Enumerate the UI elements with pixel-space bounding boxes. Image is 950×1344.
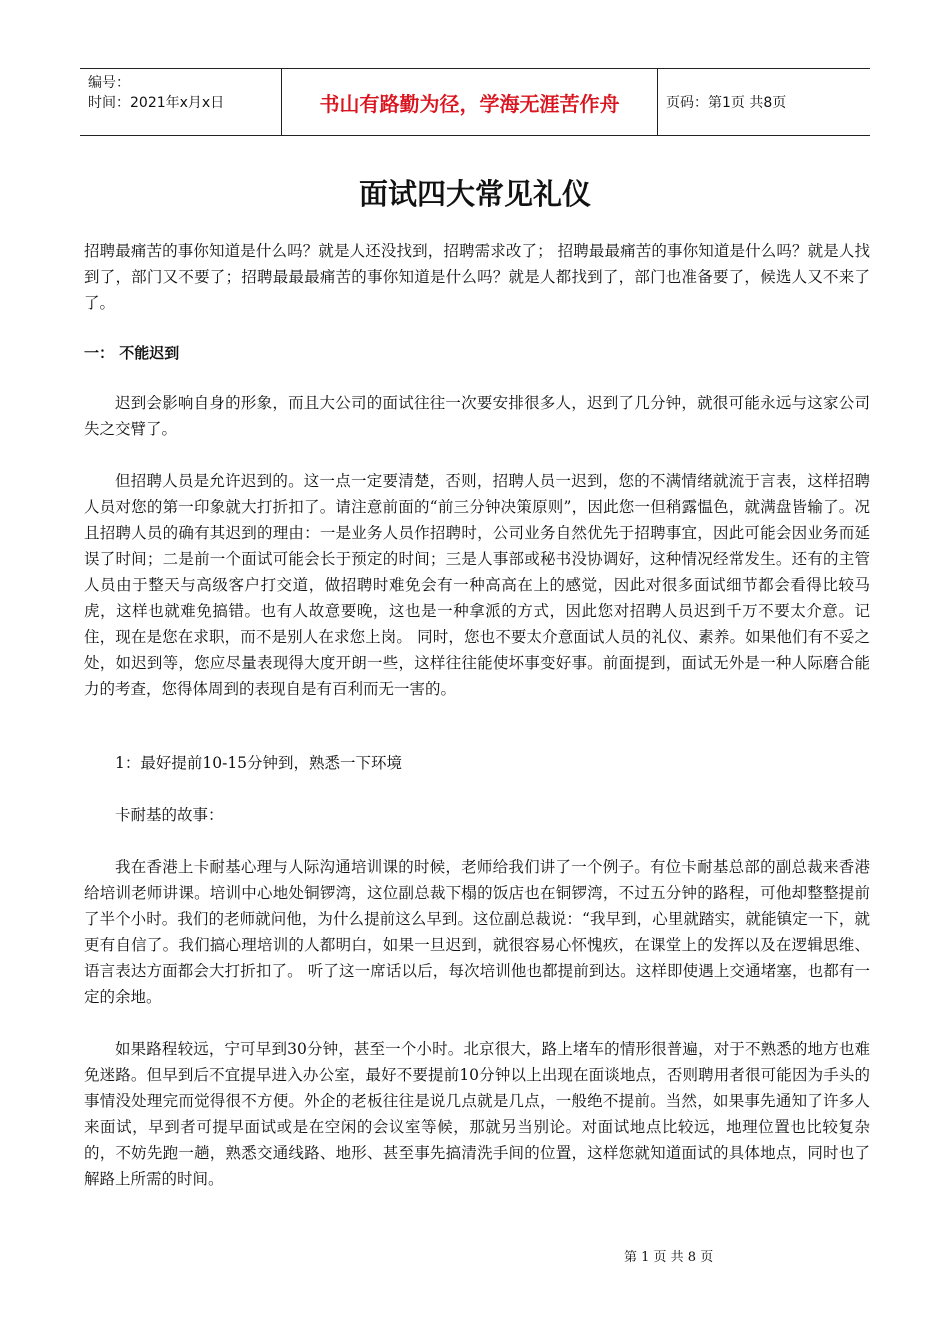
time-label: 时间：2021年x月x日: [88, 95, 225, 111]
paragraph: 我在香港上卡耐基心理与人际沟通培训课的时候，老师给我们讲了一个例子。有位卡耐基总部的副总裁来香港给培训老师讲课。培训中心地处铜锣湾，这位副总裁下榻的饭店也在铜锣湾，不过五分钟的路程，可他却整整提前了半个小时。我们的老师就问他，为什么提前这么早到。这位副总裁说：“我早到，心里就踏实，就能镇定一下，就更有自信了。我们搞心理培训的人都明白，如果一旦迟到，就很容易心怀愧疚，在课堂上的发挥以及在逻辑思维、语言表达方面都会大打折扣了。 听了这一席话以后，每次培训他也都提前到达。这样即使遇上交通堵塞，也都有一定的余地。: [84, 858, 870, 1006]
paragraph: 如果路程较远，宁可早到30分钟，甚至一个小时。北京很大，路上堵车的情形很普遍，对于不熟悉的地方也难免迷路。但早到后不宜提早进入办公室，最好不要提前10分钟以上出现在面谈地点，否则聘用者很可能因为手头的事情没处理完而觉得很不方便。外企的老板往往是说几点就是几点，一般绝不提前。当然，如果事先通知了许多人来面试，早到者可提早面试或是在空闲的会议室等候，那就另当别论。对面试地点比较远，地理位置也比较复杂的，不妨先跑一趟，熟悉交通线路、地形、甚至事先搞清洗手间的位置，这样您就知道面试的具体地点，同时也了解路上所需的时间。: [84, 1040, 870, 1188]
document-body: [84, 238, 870, 1192]
header-meta: [80, 69, 282, 135]
number-label: 编号：: [88, 75, 130, 91]
header-page-info: 页码：第1页 共8页: [666, 95, 787, 111]
paragraph: 但招聘人员是允许迟到的。这一点一定要清楚，否则，招聘人员一迟到，您的不满情绪就流于言表，这样招聘人员对您的第一印象就大打折扣了。请注意前面的“前三分钟决策原则”，因此您一但稍露愠色，就满盘皆输了。况且招聘人员的确有其迟到的理由：一是业务人员作招聘时，公司业务自然优先于招聘事宜，因此可能会因业务而延误了时间；二是前一个面试可能会长于预定的时间；三是人事部或秘书没协调好，这种情况经常发生。还有的主管人员由于整天与高级客户打交道，做招聘时难免会有一种高高在上的感觉，因此对很多面试细节都会看得比较马虎，这样也就难免搞错。也有人故意要晚，这也是一种拿派的方式，因此您对招聘人员迟到千万不要太介意。记住，现在是您在求职，而不是别人在求您上岗。 同时，您也不要太介意面试人员的礼仪、素养。如果他们有不妥之处，如迟到等，您应尽量表现得大度开朗一些，这样往往能使坏事变好事。前面提到，面试无外是一种人际磨合能力的考查，您得体周到的表现自是有百利而无一害的。: [84, 472, 870, 698]
subheading: 1：最好提前10-15分钟到，熟悉一下环境: [115, 754, 403, 772]
page-title: 面试四大常见礼仪: [358, 177, 591, 211]
section-heading: 一： 不能迟到: [84, 344, 180, 362]
subheading: 卡耐基的故事：: [115, 806, 224, 824]
paragraph: 迟到会影响自身的形象，而且大公司的面试往往一次要安排很多人，迟到了几分钟，就很可能永远与这家公司失之交臂了。: [84, 394, 870, 438]
document-header: [80, 68, 870, 136]
page-footer: 第 1 页 共 8 页: [624, 1250, 714, 1265]
intro-paragraph: 招聘最痛苦的事你知道是什么吗？就是人还没找到，招聘需求改了； 招聘最最痛苦的事你知道是什么吗？就是人找到了，部门又不要了；招聘最最最痛苦的事你知道是什么吗？就是人都找到了，部门也准备要了，候选人又不来了了。: [84, 242, 870, 312]
header-motto: 书山有路勤为径，学海无涯苦作舟: [282, 69, 658, 135]
